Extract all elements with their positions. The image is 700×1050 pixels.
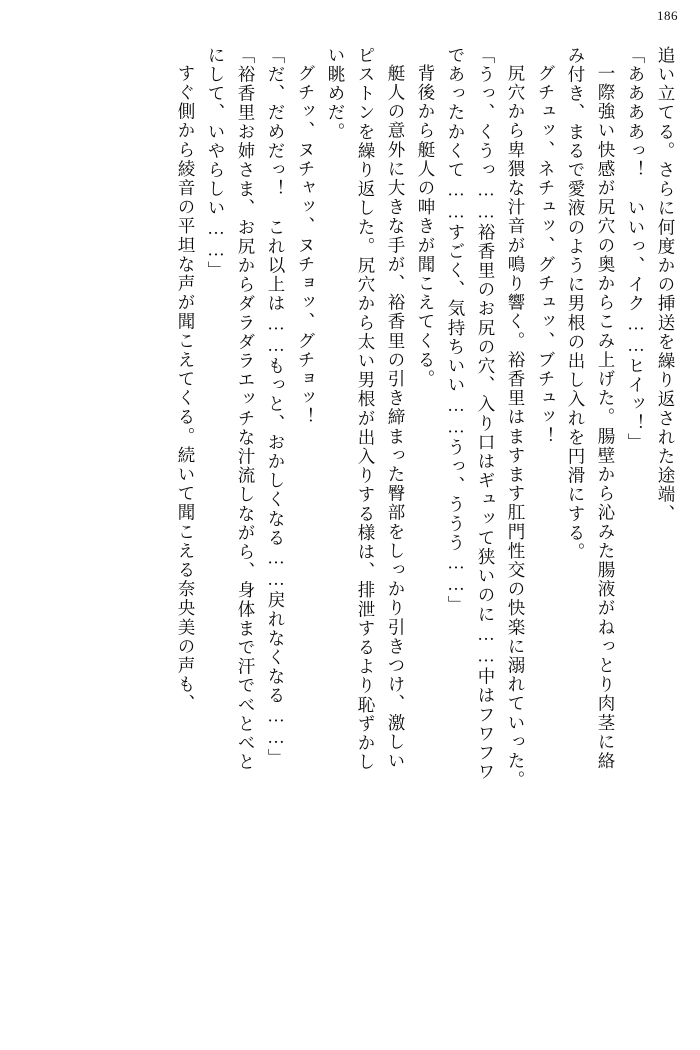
text-column: 背後から艇人の呻きが聞こえてくる。 [416,64,436,389]
text-column: 艇人の意外に大きな手が、裕香里の引き締まった臀部をしっかり引きつけ、激しい [386,64,406,771]
text-column: 「だ、だめだっ！ これ以上は……もっと、おかしくなる……戻れなくなる……」 [266,46,286,768]
text-column: 一際強い快感が尻穴の奥からこみ上げた。腸壁から沁みた腸液がねっとり肉茎に絡 [596,64,616,771]
text-column: 「ああああっ！ いいっ、イク……ヒイッ！」 [626,46,646,453]
text-column: 「裕香里お姉さま、お尻からダラダラエッチな汁流しながら、身体まで汗でべとべと [236,46,256,772]
text-column: すぐ側から綾音の平坦な声が聞こえてくる。続いて聞こえる奈央美の声も、 [176,64,196,714]
text-column: ピストンを繰り返した。尻穴から太い男根が出入りする様は、排泄するより恥ずかし [356,46,376,772]
text-column: 尻穴から卑猥な汁音が鳴り響く。裕香里はますます肛門性交の快楽に溺れていった。 [506,64,526,790]
text-column: にして、いやらしい……」 [206,46,226,281]
text-column: い眺めだ。 [326,46,346,142]
text-column: グチッ、ヌチャッ、ヌチョッ、グチョッ！ [296,64,316,427]
page-number: 186 [657,8,678,23]
text-column: であったかくて……すごく、気持ちいい……うっ、ううう……」 [446,46,466,615]
text-column: グチュッ、ネチュッ、グチュッ、ブチュッ！ [536,64,556,446]
text-column: み付き、まるで愛液のように男根の出し入れを円滑にする。 [566,46,586,562]
text-column: 追い立てる。さらに何度かの挿送を繰り返された途端、 [656,46,676,524]
text-column: 「うっ、くうっ……裕香里のお尻の穴、入り口はギュッて狭いのに……中はフワフワ [476,46,496,782]
vertical-text-body [26,46,674,1020]
